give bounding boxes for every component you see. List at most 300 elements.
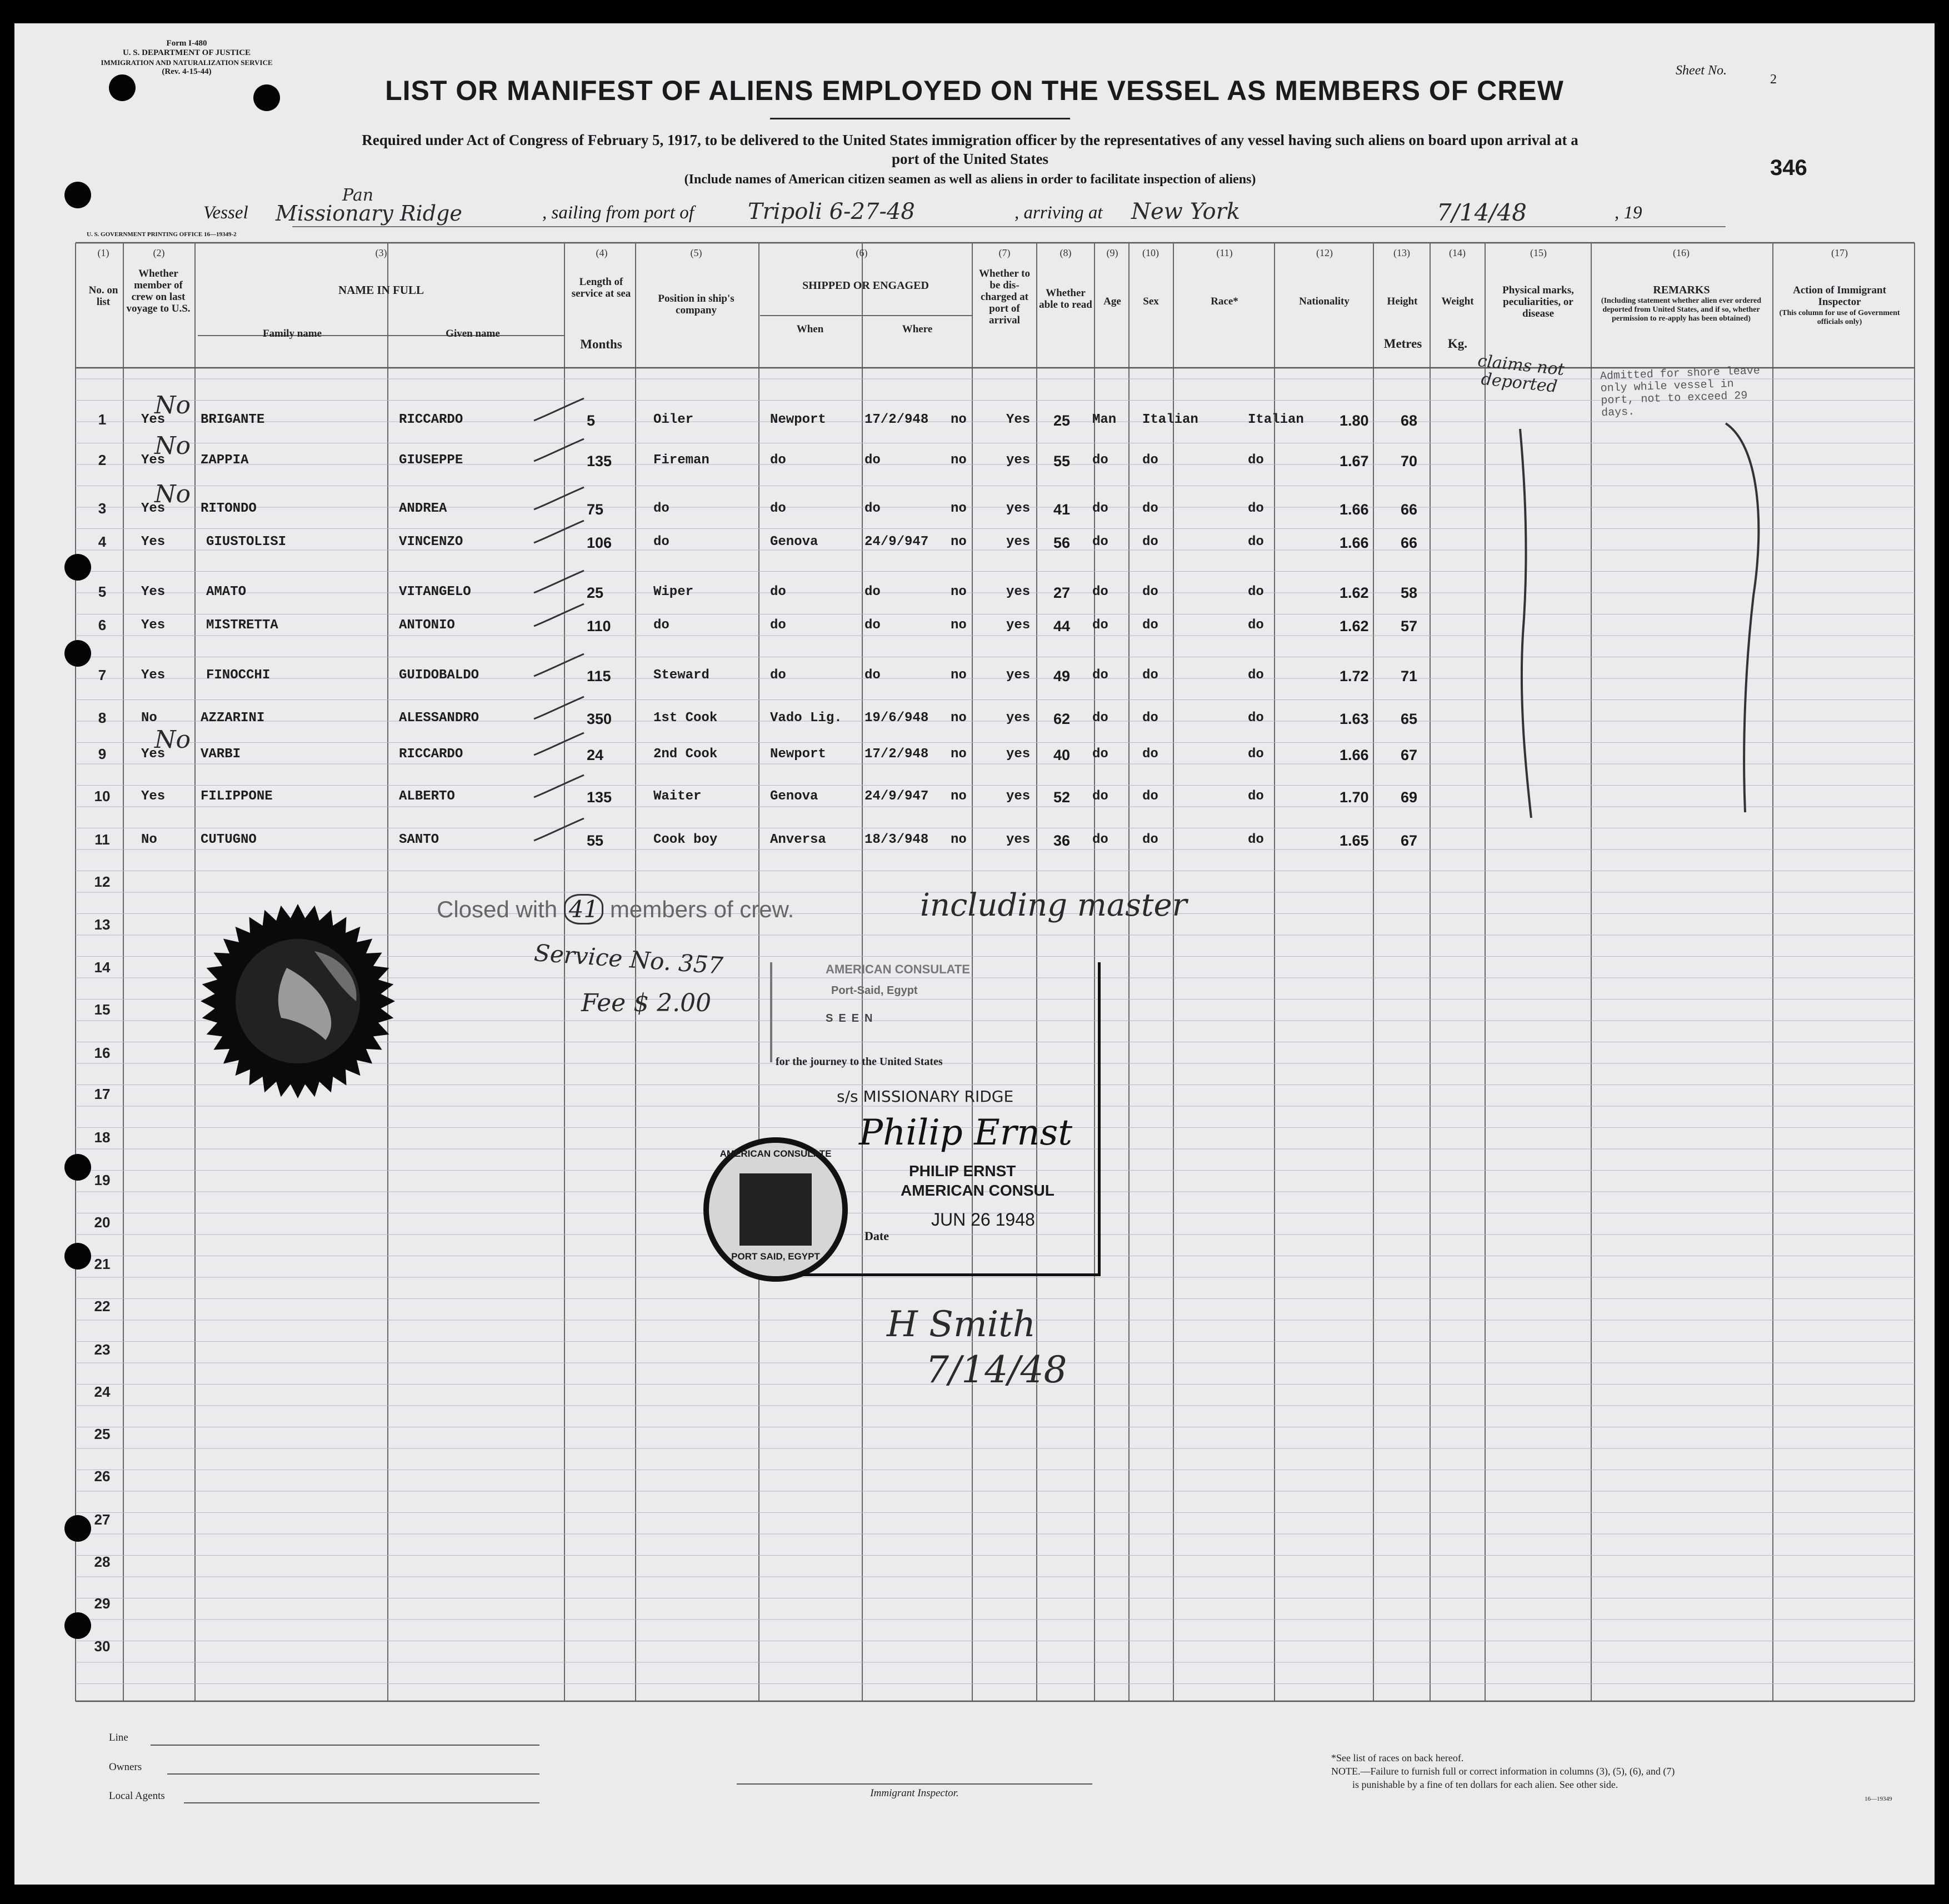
header-inspector-action: Action of Immigrant Inspector (1793, 284, 1886, 308)
cell-months: 350 (587, 711, 612, 727)
inspector-label: Immigrant Inspector. (870, 1787, 959, 1799)
remarks-note: Admitted for shore leave only while vessel in port, not to exceed 29 days. (1600, 364, 1761, 420)
header-weight: Weight (1441, 296, 1474, 307)
column-number: (9) (1106, 247, 1118, 258)
inspector-rule (737, 1783, 1092, 1785)
row-number: 27 (94, 1511, 111, 1528)
header-nationality: Nationality (1299, 296, 1350, 307)
cell-where: Newport (770, 747, 826, 762)
column-number: (11) (1216, 247, 1233, 258)
punch-hole (64, 554, 91, 581)
cell-family: FINOCCHI (206, 668, 271, 683)
header-race: Race* (1211, 296, 1238, 307)
cell-family: AZZARINI (201, 711, 265, 726)
cell-nat: do (1248, 584, 1264, 599)
cell-when: 24/9/947 (864, 534, 929, 549)
cell-prev-hand: No (154, 726, 191, 754)
cell-when: do (864, 618, 881, 633)
subtitle-port: port of the United States (892, 151, 1048, 167)
vessel-label: Vessel (203, 203, 248, 223)
cell-position: Fireman (653, 453, 709, 468)
header-remarks: REMARKS (1653, 284, 1710, 296)
header-where: Where (902, 323, 933, 335)
row-number: 12 (94, 873, 111, 890)
cell-given: ANTONIO (399, 618, 455, 633)
cell-prev: Yes (141, 747, 166, 762)
check-mark-icon (531, 816, 587, 849)
cell-where: do (770, 618, 786, 633)
column-number: (16) (1673, 247, 1690, 258)
header-remarks-sub: (Including statement whether alien ever ordered deported from United States, and if so, whether permission to re-apply has been obtained) (1601, 297, 1762, 323)
cell-race: do (1142, 618, 1158, 633)
manifest-sheet (14, 23, 1935, 1885)
cell-read: yes (1006, 453, 1031, 468)
consulate-seal (703, 1137, 848, 1282)
header-name-in-full: NAME IN FULL (338, 283, 424, 297)
cell-nat: do (1248, 501, 1264, 516)
cell-where: do (770, 584, 786, 599)
punch-hole (64, 640, 91, 667)
cell-sex: do (1092, 789, 1108, 804)
cell-nat: do (1248, 618, 1264, 633)
header-months: Months (580, 337, 622, 351)
row-number: 20 (94, 1214, 111, 1231)
cell-given: ALESSANDRO (399, 711, 479, 726)
consul-date: JUN 26 1948 (931, 1210, 1035, 1230)
cell-age: 49 (1053, 668, 1071, 684)
cell-nat: do (1248, 668, 1264, 683)
ditto-line (1715, 412, 1781, 818)
sheet-number: 2 (1770, 72, 1777, 87)
cell-height: 1.66 (1340, 534, 1369, 551)
footer-note-fine-2: is punishable by a fine of ten dollars for each alien. See other side. (1352, 1779, 1618, 1790)
cell-nat: Italian (1248, 412, 1304, 427)
row-number: 14 (94, 959, 111, 976)
cell-disch: no (951, 453, 967, 468)
cell-nat: do (1248, 534, 1264, 549)
cell-months: 106 (587, 534, 612, 551)
header-length-service: Length of service at sea (571, 276, 631, 299)
cell-race: Italian (1142, 412, 1198, 427)
cell-when: 19/6/948 (864, 711, 929, 726)
cell-height: 1.62 (1340, 584, 1369, 601)
consulate-line2: Port-Said, Egypt (831, 985, 918, 997)
cell-read: yes (1006, 832, 1031, 847)
cell-read: yes (1006, 534, 1031, 549)
cell-sex: do (1092, 711, 1108, 726)
cell-age: 36 (1053, 832, 1071, 849)
header-given-name: Given name (446, 328, 500, 339)
cell-when: 18/3/948 (864, 832, 929, 847)
row-number: 1 (98, 411, 107, 428)
ditto-line (1509, 423, 1553, 823)
fee: Fee $ 2.00 (581, 989, 712, 1017)
cell-family: BRIGANTE (201, 412, 265, 427)
check-mark-icon (531, 396, 587, 429)
cell-where: Genova (770, 789, 818, 804)
cell-sex: do (1092, 534, 1108, 549)
row-number: 10 (94, 788, 111, 804)
cell-prev: Yes (141, 453, 166, 468)
cell-given: RICCARDO (399, 747, 463, 762)
cell-height: 1.67 (1340, 453, 1369, 469)
cell-sex: do (1092, 832, 1108, 847)
cell-weight: 66 (1401, 501, 1418, 518)
cell-prev: Yes (141, 534, 166, 549)
title-rule (770, 118, 1070, 119)
row-number: 24 (94, 1383, 111, 1400)
cell-read: yes (1006, 584, 1031, 599)
consul-date-label: Date (864, 1229, 889, 1243)
cell-family: AMATO (206, 584, 247, 599)
column-number: (8) (1060, 247, 1072, 258)
cell-family: RITONDO (201, 501, 257, 516)
cell-sex: Man (1092, 412, 1117, 427)
cell-read: Yes (1006, 412, 1031, 427)
cell-position: Steward (653, 668, 709, 683)
cell-months: 135 (587, 453, 612, 469)
header-discharged: Whether to be dis-charged at port of arrival (979, 268, 1030, 326)
column-number: (14) (1449, 247, 1466, 258)
punch-hole (64, 1612, 91, 1639)
cell-height: 1.65 (1340, 832, 1369, 849)
cell-where: do (770, 453, 786, 468)
check-mark-icon (531, 436, 587, 469)
footer-owners-label: Owners (109, 1761, 142, 1773)
cell-weight: 70 (1401, 453, 1418, 469)
cell-position: do (653, 618, 669, 633)
arriving-port: New York (1131, 199, 1240, 224)
row-number: 19 (94, 1172, 111, 1188)
vessel-name: Missionary Ridge (276, 201, 462, 226)
crew-count: 41 (564, 894, 603, 924)
cell-age: 55 (1053, 453, 1071, 469)
cell-disch: no (951, 412, 967, 427)
cell-race: do (1142, 453, 1158, 468)
cell-race: do (1142, 711, 1158, 726)
form-number: Form I-480 (166, 39, 207, 48)
check-mark-icon (531, 694, 587, 727)
column-number: (3) (375, 247, 387, 258)
cell-disch: no (951, 618, 967, 633)
cell-family: GIUSTOLISI (206, 534, 287, 549)
cell-disch: no (951, 832, 967, 847)
stamp-edge (770, 962, 772, 1062)
cell-family: ZAPPIA (201, 453, 249, 468)
cell-age: 25 (1053, 412, 1071, 429)
consulate-journey: for the journey to the United States (776, 1056, 943, 1068)
row-number: 3 (98, 500, 107, 517)
cell-weight: 65 (1401, 711, 1418, 727)
cell-read: yes (1006, 618, 1031, 633)
cell-race: do (1142, 789, 1158, 804)
row-number: 21 (94, 1256, 111, 1272)
row-number: 2 (98, 452, 107, 468)
row-number: 25 (94, 1426, 111, 1442)
cell-height: 1.63 (1340, 711, 1369, 727)
footer-owners-rule (167, 1773, 539, 1775)
cell-family: MISTRETTA (206, 618, 278, 633)
footer-agents-rule (184, 1802, 539, 1803)
cell-where: Genova (770, 534, 818, 549)
subtitle-include: (Include names of American citizen seamen as well as aliens in order to facilitate inspection of aliens) (684, 172, 1256, 187)
row-number: 18 (94, 1129, 111, 1146)
revenue-stamp-icon (739, 1173, 812, 1246)
row-number: 11 (94, 831, 110, 848)
column-number: (6) (856, 247, 868, 258)
cell-prev-hand: No (154, 391, 191, 419)
footer-line-label: Line (109, 1732, 128, 1743)
footer-note-races: *See list of races on back hereof. (1331, 1752, 1464, 1763)
cell-position: 1st Cook (653, 711, 718, 726)
cell-age: 62 (1053, 711, 1071, 727)
cell-where: Anversa (770, 832, 826, 847)
cell-position: 2nd Cook (653, 747, 718, 762)
cell-disch: no (951, 747, 967, 762)
cell-disch: no (951, 668, 967, 683)
cell-given: GUIDOBALDO (399, 668, 479, 683)
consulate-seen: SEEN (826, 1012, 878, 1025)
footer-agents-label: Local Agents (109, 1790, 165, 1802)
row-number: 17 (94, 1086, 111, 1102)
cell-age: 27 (1053, 584, 1071, 601)
footer-print-code: 16—19349 (1865, 1796, 1892, 1802)
header-metres: Metres (1383, 337, 1422, 351)
cell-position: Cook boy (653, 832, 718, 847)
check-mark-icon (531, 518, 587, 551)
cell-age: 52 (1053, 789, 1071, 806)
punch-hole (64, 182, 91, 208)
cell-position: Wiper (653, 584, 694, 599)
cell-position: do (653, 534, 669, 549)
row-number: 6 (98, 617, 107, 633)
row-number: 22 (94, 1298, 111, 1315)
cell-nat: do (1248, 789, 1264, 804)
cell-nat: do (1248, 747, 1264, 762)
cell-read: yes (1006, 501, 1031, 516)
cell-given: RICCARDO (399, 412, 463, 427)
row-number: 30 (94, 1638, 111, 1655)
cell-read: yes (1006, 668, 1031, 683)
cell-age: 44 (1053, 618, 1071, 634)
cell-weight: 67 (1401, 747, 1418, 763)
closed-suffix: members of crew. (609, 896, 794, 922)
cell-age: 56 (1053, 534, 1071, 551)
cell-race: do (1142, 534, 1158, 549)
closed-prefix: Closed with (437, 896, 558, 922)
cell-family: VARBI (201, 747, 241, 762)
cell-nat: do (1248, 453, 1264, 468)
cell-weight: 68 (1401, 412, 1418, 429)
cell-prev-hand: No (154, 480, 191, 508)
cell-given: VITANGELO (399, 584, 471, 599)
cell-height: 1.70 (1340, 789, 1369, 806)
vessel-underline (292, 226, 1726, 227)
check-mark-icon (531, 568, 587, 601)
header-kg: Kg. (1447, 337, 1468, 351)
sheet-number-label: Sheet No. (1676, 63, 1727, 78)
cell-sex: do (1092, 618, 1108, 633)
cell-disch: no (951, 711, 967, 726)
row-number: 5 (98, 583, 107, 600)
cell-nat: do (1248, 711, 1264, 726)
inspector-signature: H Smith (887, 1304, 1036, 1345)
cell-read: yes (1006, 711, 1031, 726)
row-number: 16 (94, 1045, 111, 1061)
header-shipped: SHIPPED OR ENGAGED (802, 279, 929, 292)
cell-position: do (653, 501, 669, 516)
cell-race: do (1142, 832, 1158, 847)
cell-where: Newport (770, 412, 826, 427)
row-number: 29 (94, 1595, 111, 1612)
column-number: (15) (1530, 247, 1547, 258)
closed-hand-note: including master (920, 887, 1187, 923)
column-number: (17) (1831, 247, 1848, 258)
cell-months: 25 (587, 584, 604, 601)
cell-height: 1.66 (1340, 501, 1369, 518)
page-number: 346 (1770, 156, 1807, 180)
consul-name: PHILIP ERNST (909, 1162, 1016, 1180)
cell-family: FILIPPONE (201, 789, 273, 804)
cell-weight: 66 (1401, 534, 1418, 551)
cell-weight: 58 (1401, 584, 1418, 601)
check-mark-icon (531, 651, 587, 684)
consul-signature: Philip Ernst (859, 1112, 1073, 1153)
department: U. S. DEPARTMENT OF JUSTICE (122, 48, 251, 57)
row-number: 7 (98, 667, 107, 683)
cell-when: 17/2/948 (864, 412, 929, 427)
column-number: (5) (690, 247, 702, 258)
check-mark-icon (531, 484, 587, 518)
column-number: (10) (1142, 247, 1159, 258)
cell-sex: do (1092, 668, 1108, 683)
consulate-ship: s/s MISSIONARY RIDGE (837, 1087, 1014, 1106)
header-no-on-list: No. on list (88, 284, 118, 308)
row-number: 28 (94, 1553, 111, 1570)
manifest-title: LIST OR MANIFEST OF ALIENS EMPLOYED ON THE VESSEL AS MEMBERS OF CREW (385, 75, 1564, 106)
cell-weight: 67 (1401, 832, 1418, 849)
cell-race: do (1142, 501, 1158, 516)
cell-height: 1.80 (1340, 412, 1369, 429)
column-number: (2) (153, 247, 165, 258)
closed-statement (437, 896, 794, 923)
row-number: 8 (98, 709, 107, 726)
service-name: IMMIGRATION AND NATURALIZATION SERVICE (101, 58, 273, 67)
cell-when: do (864, 584, 881, 599)
form-id-block (92, 39, 281, 77)
cell-weight: 71 (1401, 668, 1418, 684)
row-number: 9 (98, 746, 107, 762)
column-number: (4) (596, 247, 608, 258)
cell-when: do (864, 453, 881, 468)
cell-weight: 69 (1401, 789, 1418, 806)
sailing-port: Tripoli 6-27-48 (748, 199, 915, 224)
cell-prev: Yes (141, 584, 166, 599)
row-number: 13 (94, 916, 111, 933)
cell-when: do (864, 501, 881, 516)
cell-disch: no (951, 584, 967, 599)
header-when: When (796, 323, 824, 335)
cell-prev: Yes (141, 668, 166, 683)
subtitle-act: Required under Act of Congress of February 5, 1917, to be delivered to the United States immigration officer by the representatives of any vessel having such aliens on board upon arrival at a (362, 132, 1578, 148)
row-number: 26 (94, 1468, 111, 1485)
arriving-label: , arriving at (1015, 203, 1103, 223)
cell-nat: do (1248, 832, 1264, 847)
header-position: Position in ship's company (658, 293, 734, 316)
cell-age: 40 (1053, 747, 1071, 763)
vessel-name-prefix: Pan (342, 186, 374, 205)
check-mark-icon (531, 730, 587, 763)
cell-when: do (864, 668, 881, 683)
cell-months: 135 (587, 789, 612, 806)
cell-sex: do (1092, 584, 1108, 599)
cell-read: yes (1006, 789, 1031, 804)
cell-given: ALBERTO (399, 789, 455, 804)
cell-race: do (1142, 747, 1158, 762)
arrival-date: 7/14/48 (1437, 199, 1527, 226)
cell-disch: no (951, 534, 967, 549)
cell-height: 1.72 (1340, 668, 1369, 684)
cell-months: 5 (587, 412, 596, 429)
row-number: 15 (94, 1001, 111, 1018)
cell-read: yes (1006, 747, 1031, 762)
cell-prev: Yes (141, 501, 166, 516)
cell-months: 24 (587, 747, 604, 763)
cell-race: do (1142, 668, 1158, 683)
year-label: , 19 (1615, 203, 1642, 223)
cell-position: Waiter (653, 789, 702, 804)
header-inspector-sub: (This column for use of Government officials only) (1779, 309, 1900, 326)
cell-disch: no (951, 789, 967, 804)
row-number: 23 (94, 1341, 111, 1358)
footer-note-fine: NOTE.—Failure to furnish full or correct information in columns (3), (5), (6), and (7) (1331, 1766, 1675, 1777)
column-number: (1) (97, 247, 109, 258)
footer-line-rule (151, 1745, 539, 1746)
header-family-name: Family name (262, 328, 322, 339)
column-number: (13) (1393, 247, 1410, 258)
cell-when: 17/2/948 (864, 747, 929, 762)
cell-prev: No (141, 832, 157, 847)
cell-given: ANDREA (399, 501, 447, 516)
cell-given: SANTO (399, 832, 439, 847)
revision: (Rev. 4-15-44) (162, 67, 212, 76)
cell-given: GIUSEPPE (399, 453, 463, 468)
cell-months: 55 (587, 832, 604, 849)
consulate-line1: AMERICAN CONSULATE (826, 962, 970, 976)
cell-where: Vado Lig. (770, 711, 842, 726)
check-mark-icon (531, 772, 587, 806)
cell-height: 1.66 (1340, 747, 1369, 763)
row-number: 4 (98, 533, 107, 550)
cell-sex: do (1092, 453, 1108, 468)
check-mark-icon (531, 601, 587, 634)
inspector-date: 7/14/48 (926, 1348, 1067, 1391)
cell-prev-hand: No (154, 432, 191, 460)
cell-sex: do (1092, 747, 1108, 762)
cell-months: 75 (587, 501, 604, 518)
seal-top-text: AMERICAN CONSULATE (719, 1148, 832, 1159)
header-age: Age (1103, 296, 1121, 307)
column-number: (12) (1316, 247, 1333, 258)
cell-when: 24/9/947 (864, 789, 929, 804)
sailing-label: , sailing from port of (542, 203, 694, 223)
seal-bottom-text: PORT SAID, EGYPT (731, 1251, 820, 1262)
cell-months: 110 (587, 618, 611, 634)
cell-family: CUTUGNO (201, 832, 257, 847)
cell-disch: no (951, 501, 967, 516)
header-height: Height (1387, 296, 1418, 307)
cell-prev: Yes (141, 789, 166, 804)
